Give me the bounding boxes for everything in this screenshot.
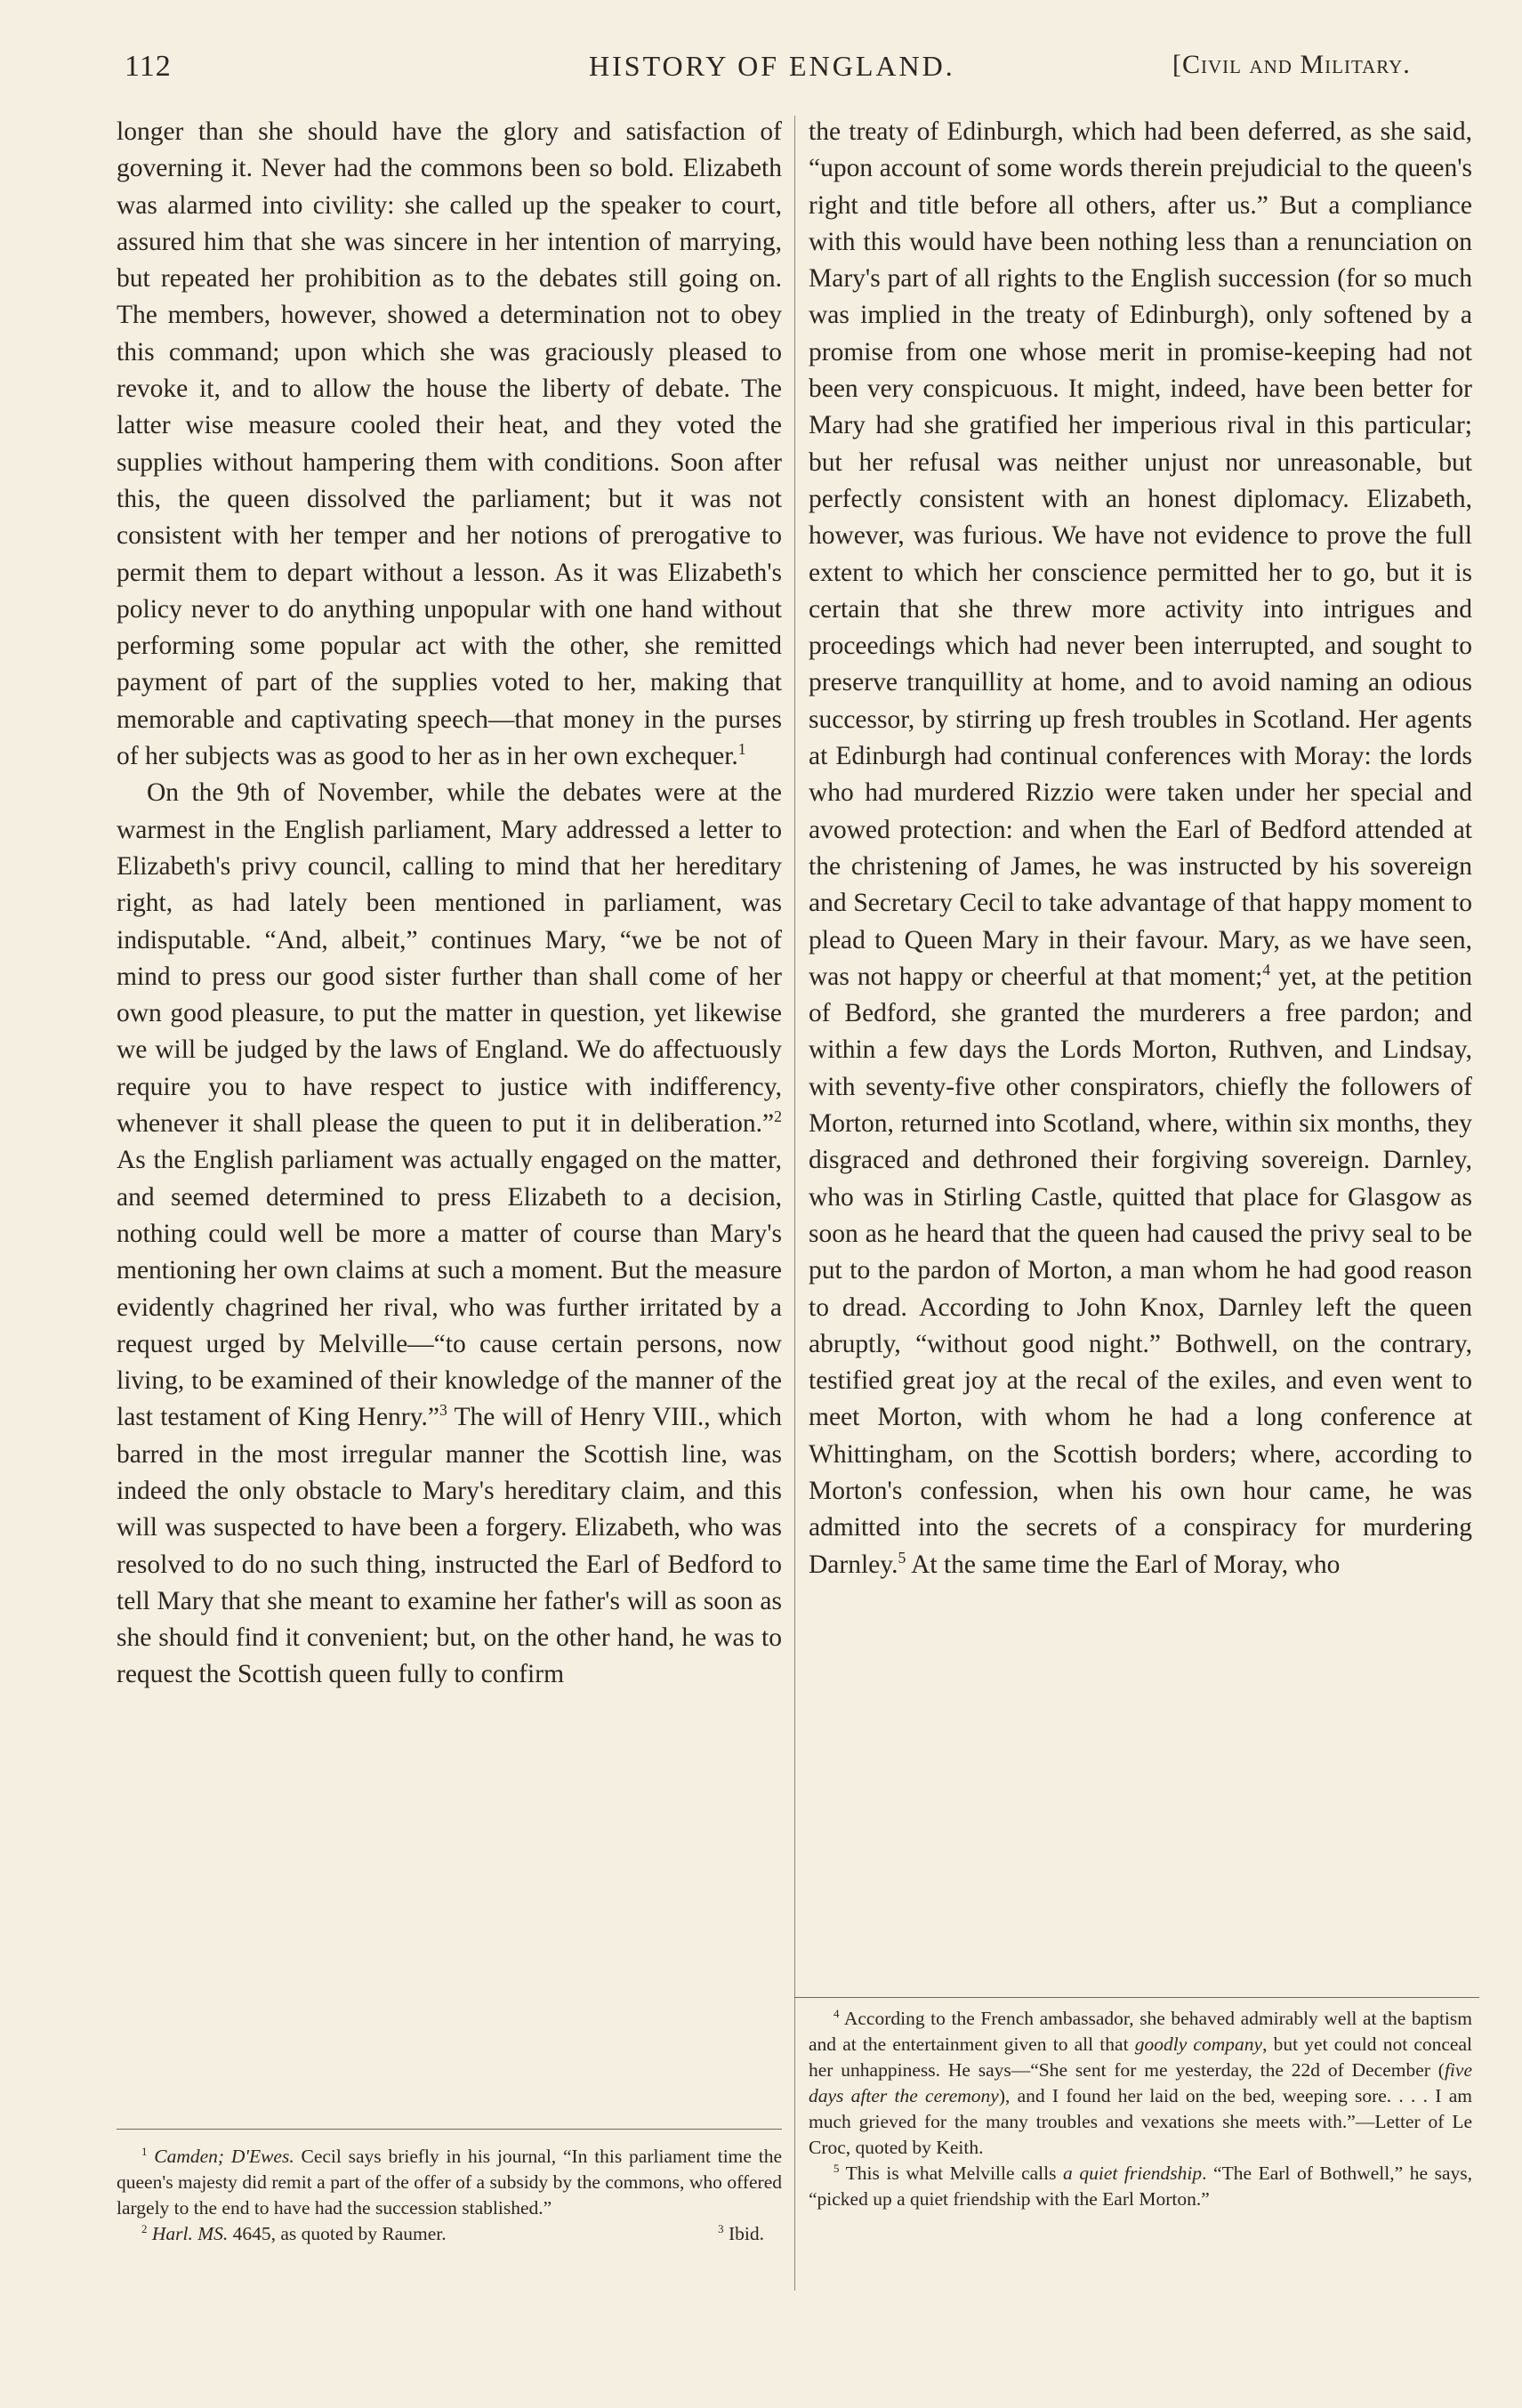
footnote-rule: [794, 1997, 1479, 1998]
footnote-ref: 4: [1262, 961, 1271, 979]
footnotes-right: [809, 2006, 1472, 2212]
right-column: [809, 114, 1472, 1583]
running-header: [0, 0, 1522, 116]
paragraph: On the 9th of November, while the debates were at the warmest in the English parliament, Mary addressed a letter to Elizabeth's privy council, calling to mind that her hereditary right, as had lately been mentioned in parliament, was indisputable. “And, albeit,” continues Mary, “we be not of mind to press our good sister further than shall come of her own good pleasure, to put the matter in question, yet likewise we will be judged by the laws of England. We do affectuously require you to have respect to justice with indifferency, whenever it shall please the queen to put it in deliberation.”$^2$ As the English parliament was actually engaged on the matter, and seemed determined to press Elizabeth to a decision, nothing could well be more a matter of course than Mary's mentioning her own claims at such a moment. But the measure evidently chagrined her rival, who was further irritated by a request urged by Melville—“to cause certain persons, now living, to be examined of their knowledge of the manner of the last testament of King Henry.”$^3$ The will of Henry VIII., which barred in the most irregular manner the Scottish line, was indeed the only obstacle to Mary's hereditary claim, and this will was suspected to have been a forgery. Elizabeth, who was resolved to do no such thing, instructed the Earl of Bedford to tell Mary that she meant to examine her father's will as soon as she should find it convenient; but, on the other hand, he was to request the Scottish queen fully to confirm: [117, 778, 782, 1689]
footnote-rule: [117, 2129, 782, 2130]
footnote-ref: 1: [737, 740, 746, 759]
footnote: $^5$ This is what Melville calls a quiet friendship. “The Earl of Bothwell,” he says, “picked up a quiet friendship with the Earl Morton.”: [809, 2162, 1472, 2210]
footnote-ref: 3: [439, 1401, 447, 1420]
footnote-ref: 2: [774, 1107, 782, 1126]
footnote: $^1$ Camden; D'Ewes. Cecil says briefly in his journal, “In this parliament time the queen's majesty did remit a part of the offer of a subsidy by the commons, who offered largely to the end to have had the succession stablished.”: [117, 2145, 782, 2219]
paragraph: longer than she should have the glory and satisfaction of governing it. Never had the commons been so bold. Elizabeth was alarmed into civility: she called up the speaker to court, assured him that she was sincere in her intention of marrying, but repeated her prohibition as to the debates still going on. The members, however, showed a determination not to obey this command; upon which she was graciously pleased to revoke it, and to allow the house the liberty of debate. The latter wise measure cooled their heat, and they voted the supplies without hampering them with conditions. Soon after this, the queen dissolved the parliament; but it was not consistent with her temper and her notions of prerogative to permit them to depart without a lesson. As it was Elizabeth's policy never to do anything unpopular with one hand without performing some popular act with the other, she remitted payment of part of the supplies voted to her, making that memorable and captivating speech—that money in the purses of her subjects was as good to her as in her own exchequer.$^1$: [117, 117, 782, 771]
footnote: $^4$ According to the French ambassador, she behaved admirably well at the baptism and at the entertainment given to all that goodly company, but yet could not conceal her unhappiness. He says—“She sent for me yesterday, the 22d of December (five days after the ceremony), and I found her laid on the bed, weeping sore. . . . I am much grieved for the many troubles and vexations she meets with.”—Letter of Le Croc, quoted by Keith.: [809, 2007, 1472, 2158]
section-title: [Civil and Military.: [1172, 50, 1411, 79]
footnote-ref: 5: [898, 1548, 906, 1566]
paragraph: the treaty of Edinburgh, which had been deferred, as she said, “upon account of some words therein prejudicial to the queen's right and title before all others, after us.” But a compliance with this would have been nothing less than a renunciation on Mary's part of all rights to the English succession (for so much was implied in the treaty of Edinburgh), only softened by a promise from one whose merit in promise-keeping had not been very conspicuous. It might, indeed, have been better for Mary had she gratified her imperious rival in this particular; but her refusal was neither unjust nor unreasonable, but perfectly consistent with an honest diplomacy. Elizabeth, however, was furious. We have not evidence to prove the full extent to which her conscience permitted her to go, but it is certain that she threw more activity into intrigues and proceedings which had never been interrupted, and sought to preserve tranquillity at home, and to avoid naming an odious successor, by stirring up fresh troubles in Scotland. Her agents at Edinburgh had continual conferences with Moray: the lords who had murdered Rizzio were taken under her special and avowed protection: and when the Earl of Bedford attended at the christening of James, he was instructed by his sovereign and Secretary Cecil to take advantage of that happy moment to plead to Queen Mary in their favour. Mary, as we have seen, was not happy or cheerful at that moment;$^4$ yet, at the petition of Bedford, she granted the murderers a free pardon; and within a few days the Lords Morton, Ruthven, and Lindsay, with seventy-five other conspirators, chiefly the followers of Morton, returned into Scotland, where, within six months, they disgraced and dethroned their forgiving sovereign. Darnley, who was in Stirling Castle, quitted that place for Glasgow as soon as he heard that the queen had caused the privy seal to be put to the pardon of Morton, a man whom he had good reason to dread. According to John Knox, Darnley left the queen abruptly, “without good night.” Bothwell, on the contrary, testified great joy at the recal of the exiles, and even went to meet Morton, with whom he had a long conference at Whittingham, on the Scottish borders; where, according to Morton's confession, when his own hour came, he was admitted into the secrets of a conspiracy for murdering Darnley.$^5$ At the same time the Earl of Moray, who: [809, 117, 1472, 1579]
running-title: HISTORY OF ENGLAND.: [589, 50, 955, 82]
column-divider: [794, 116, 795, 2291]
footnotes-left: [117, 2144, 782, 2247]
left-column: [117, 114, 782, 1694]
footnote: $^2$ Harl. MS. 4645, as quoted by Raumer. $^3$ Ibid.: [141, 2222, 764, 2244]
page-number: 112: [125, 50, 172, 83]
